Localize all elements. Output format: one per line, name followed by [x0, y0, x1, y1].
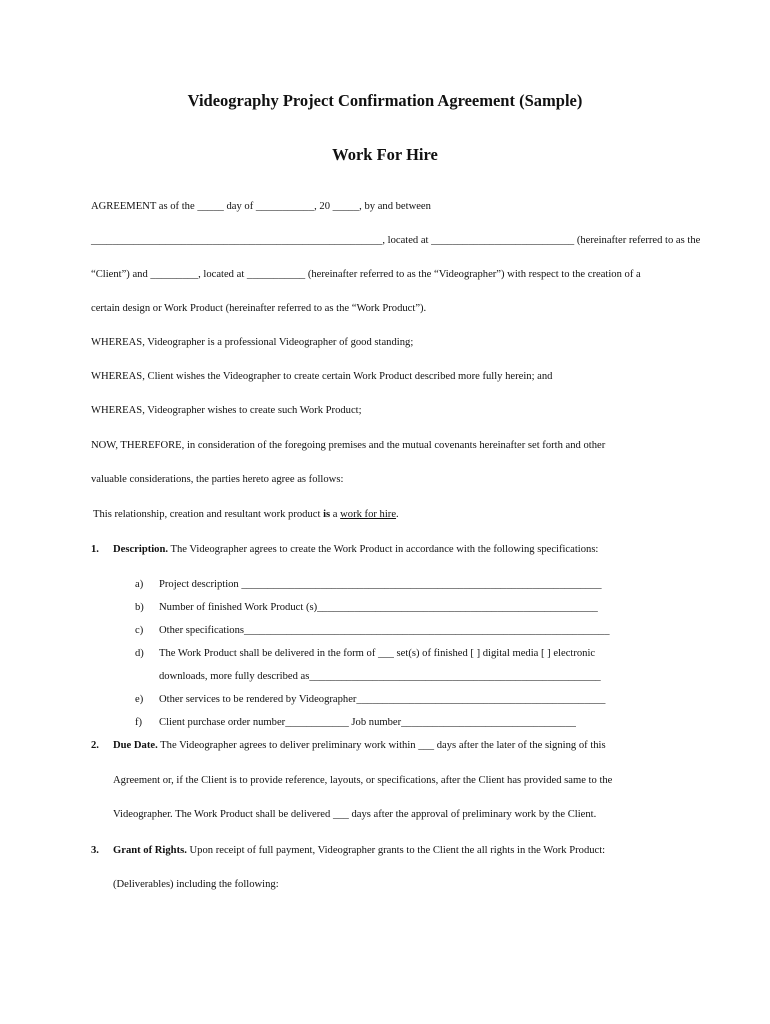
section-1-text: Description. The Videographer agrees to create the Work Product in accordance with the following specifications:	[113, 544, 599, 555]
now-therefore-line-2: valuable considerations, the parties hereto agree as follows:	[91, 474, 344, 485]
item-f-letter: f)	[135, 717, 143, 728]
whereas-2: WHEREAS, Client wishes the Videographer to create certain Work Product described more fully herein; and	[91, 371, 553, 382]
section-2-number: 2.	[91, 740, 99, 751]
intro-line-2: _______________________________________________________, located at ___________________________ (hereinafter referred to as the	[91, 235, 701, 246]
section-1-number: 1.	[91, 544, 99, 555]
relationship-statement: This relationship, creation and resultant work product is a work for hire.	[93, 509, 399, 520]
item-b-letter: b)	[135, 602, 144, 613]
item-d-letter: d)	[135, 648, 144, 659]
intro-line-3: “Client”) and _________, located at ___________ (hereinafter referred to as the “Videographer”) with respect to the creation of a	[91, 269, 641, 280]
item-d-text: The Work Product shall be delivered in the form of ___ set(s) of finished [ ] digital media [ ] electronic	[159, 648, 596, 659]
item-b-text: Number of finished Work Product (s)_____________________________________________________	[159, 602, 598, 613]
item-f-text: Client purchase order number____________ Job number_________________________________	[159, 717, 576, 728]
document-title: Videography Project Confirmation Agreement (Sample)	[187, 91, 583, 110]
intro-line-1: AGREEMENT as of the _____ day of ___________, 20 _____, by and between	[91, 201, 431, 212]
document-subtitle: Work For Hire	[332, 145, 438, 164]
item-e-text: Other services to be rendered by Videographer_______________________________________________	[159, 694, 606, 705]
item-a-letter: a)	[135, 579, 144, 590]
section-2-line-3: Videographer. The Work Product shall be delivered ___ days after the approval of preliminary work by the Client.	[113, 809, 597, 820]
item-e-letter: e)	[135, 694, 144, 705]
item-d-text-continued: downloads, more fully described as_______________________________________________________	[159, 671, 601, 682]
whereas-3: WHEREAS, Videographer wishes to create such Work Product;	[91, 405, 362, 416]
work-for-hire-link[interactable]: work for hire	[340, 509, 397, 520]
section-3-text: Grant of Rights. Upon receipt of full payment, Videographer grants to the Client the all rights in the Work Product:	[113, 845, 606, 856]
item-a-text: Project description ____________________________________________________________________	[159, 579, 602, 590]
item-c-letter: c)	[135, 625, 144, 636]
section-2-line-2: Agreement or, if the Client is to provide reference, layouts, or specifications, after the Client has provided same to the	[113, 775, 613, 786]
item-c-text: Other specifications_____________________________________________________________________	[159, 625, 610, 636]
section-3-line-2: (Deliverables) including the following:	[113, 879, 279, 890]
now-therefore-line-1: NOW, THEREFORE, in consideration of the foregoing premises and the mutual covenants hereinafter set forth and other	[91, 440, 606, 451]
section-2-text: Due Date. The Videographer agrees to deliver preliminary work within ___ days after the later of the signing of this	[113, 740, 606, 751]
section-3-number: 3.	[91, 845, 99, 856]
intro-line-4: certain design or Work Product (hereinafter referred to as the “Work Product”).	[91, 303, 427, 314]
whereas-1: WHEREAS, Videographer is a professional Videographer of good standing;	[91, 337, 414, 348]
